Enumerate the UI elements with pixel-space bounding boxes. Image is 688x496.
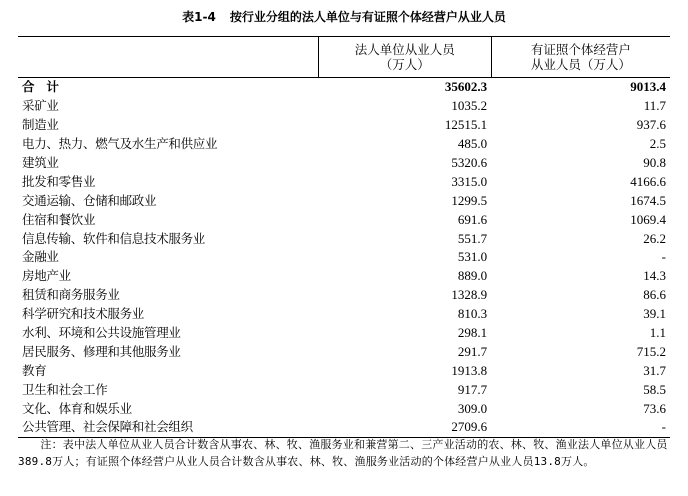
industry-name: 信息传输、软件和信息技术服务业 bbox=[22, 230, 206, 246]
legal-unit-employees: 485.0 bbox=[457, 136, 488, 152]
legal-unit-employees: 12515.1 bbox=[444, 117, 488, 133]
individual-household-employees: 11.7 bbox=[643, 98, 666, 114]
header-individual-households: 有证照个体经营户 从业人员（万人） bbox=[530, 42, 631, 72]
legal-unit-employees: 1328.9 bbox=[451, 287, 488, 303]
industry-name: 租赁和商务服务业 bbox=[22, 287, 120, 303]
employment-table bbox=[18, 36, 670, 438]
legal-unit-employees: 1035.2 bbox=[451, 98, 488, 114]
individual-household-employees: 14.3 bbox=[643, 268, 666, 284]
legal-unit-employees: 889.0 bbox=[457, 268, 488, 284]
individual-household-employees: 31.7 bbox=[643, 362, 666, 378]
industry-name: 金融业 bbox=[22, 249, 59, 265]
industry-name: 住宿和餐饮业 bbox=[22, 211, 96, 227]
table-row bbox=[18, 191, 670, 210]
individual-household-employees: 39.1 bbox=[643, 306, 666, 322]
table-row bbox=[18, 248, 670, 267]
industry-name: 水利、环境和公共设施管理业 bbox=[22, 325, 181, 341]
individual-household-employees: 73.6 bbox=[643, 400, 666, 416]
industry-name: 制造业 bbox=[22, 117, 59, 133]
table-row bbox=[18, 154, 670, 173]
table-title-text: 按行业分组的法人单位与有证照个体经营户从业人员 bbox=[229, 10, 506, 24]
table-row bbox=[18, 97, 670, 116]
legal-unit-employees: 3315.0 bbox=[451, 173, 488, 189]
industry-name: 居民服务、修理和其他服务业 bbox=[22, 343, 181, 359]
industry-name: 建筑业 bbox=[22, 155, 59, 170]
legal-unit-employees: 531.0 bbox=[457, 249, 488, 265]
individual-household-employees: - bbox=[661, 249, 666, 265]
legal-unit-employees: 917.7 bbox=[457, 381, 488, 397]
table-number: 表1-4 bbox=[182, 10, 216, 24]
table-row-total bbox=[18, 78, 670, 97]
individual-household-employees: 4166.6 bbox=[630, 173, 666, 189]
industry-name: 公共管理、社会保障和社会组织 bbox=[18, 418, 318, 437]
individual-household-employees: 90.8 bbox=[643, 155, 666, 170]
individual-household-employees: 2.5 bbox=[649, 136, 666, 152]
header-legal-units: 法人单位从业人员 （万人） bbox=[318, 37, 491, 78]
header-row bbox=[18, 37, 670, 78]
industry-name: 采矿业 bbox=[22, 98, 59, 114]
table-title bbox=[0, 8, 688, 25]
table-row bbox=[18, 399, 670, 418]
industry-name: 交通运输、仓储和邮政业 bbox=[22, 192, 157, 208]
table-row bbox=[18, 135, 670, 154]
table-row bbox=[18, 286, 670, 305]
legal-unit-employees: 810.3 bbox=[457, 306, 488, 322]
table-row bbox=[18, 324, 670, 343]
legal-unit-employees: 291.7 bbox=[457, 343, 488, 359]
individual-household-employees: 1069.4 bbox=[630, 211, 666, 227]
legal-unit-employees: 309.0 bbox=[457, 400, 488, 416]
individual-household-employees: 937.6 bbox=[636, 117, 666, 133]
individual-household-employees: - bbox=[491, 418, 670, 437]
table-row bbox=[18, 380, 670, 399]
legal-unit-employees: 298.1 bbox=[457, 325, 488, 341]
legal-unit-employees: 691.6 bbox=[457, 211, 488, 227]
industry-name: 批发和零售业 bbox=[22, 173, 96, 189]
industry-name: 教育 bbox=[22, 362, 47, 378]
table-row bbox=[18, 418, 670, 437]
table-row bbox=[18, 267, 670, 286]
individual-household-employees: 1.1 bbox=[649, 325, 666, 341]
legal-unit-employees: 5320.6 bbox=[451, 155, 488, 170]
table-footnote: 注：表中法人单位从业人员合计数含从事农、林、牧、渔服务业和兼营第二、三产业活动的农、林、牧、渔业法人单位从业人员389.8万人；有证照个体经营户从业人员合计数含从事农、林、牧、渔服务业活动的个体经营户从业人员13.8万人。 bbox=[18, 438, 668, 468]
individual-household-employees: 1674.5 bbox=[630, 192, 666, 208]
industry-name: 文化、体育和娱乐业 bbox=[22, 400, 132, 416]
header-industry bbox=[18, 37, 318, 78]
individual-household-employees: 9013.4 bbox=[630, 79, 666, 95]
table-row bbox=[18, 210, 670, 229]
table-row bbox=[18, 172, 670, 191]
table-row bbox=[18, 361, 670, 380]
industry-name: 电力、热力、燃气及水生产和供应业 bbox=[22, 136, 218, 152]
table-body bbox=[18, 78, 670, 438]
industry-name: 合 计 bbox=[22, 79, 59, 95]
individual-household-employees: 86.6 bbox=[643, 287, 666, 303]
table-row bbox=[18, 342, 670, 361]
individual-household-employees: 715.2 bbox=[636, 343, 666, 359]
industry-name: 科学研究和技术服务业 bbox=[22, 306, 145, 322]
legal-unit-employees: 1913.8 bbox=[451, 362, 488, 378]
table-header bbox=[18, 37, 670, 78]
table-row bbox=[18, 116, 670, 135]
table-row bbox=[18, 305, 670, 324]
table-row bbox=[18, 229, 670, 248]
industry-name: 卫生和社会工作 bbox=[22, 381, 108, 397]
industry-name: 房地产业 bbox=[22, 268, 71, 284]
individual-household-employees: 58.5 bbox=[643, 381, 666, 397]
legal-unit-employees: 551.7 bbox=[457, 230, 488, 246]
individual-household-employees: 26.2 bbox=[643, 230, 666, 246]
legal-unit-employees: 35602.3 bbox=[444, 79, 488, 95]
legal-unit-employees: 1299.5 bbox=[451, 192, 488, 208]
legal-unit-employees: 2709.6 bbox=[318, 418, 491, 437]
